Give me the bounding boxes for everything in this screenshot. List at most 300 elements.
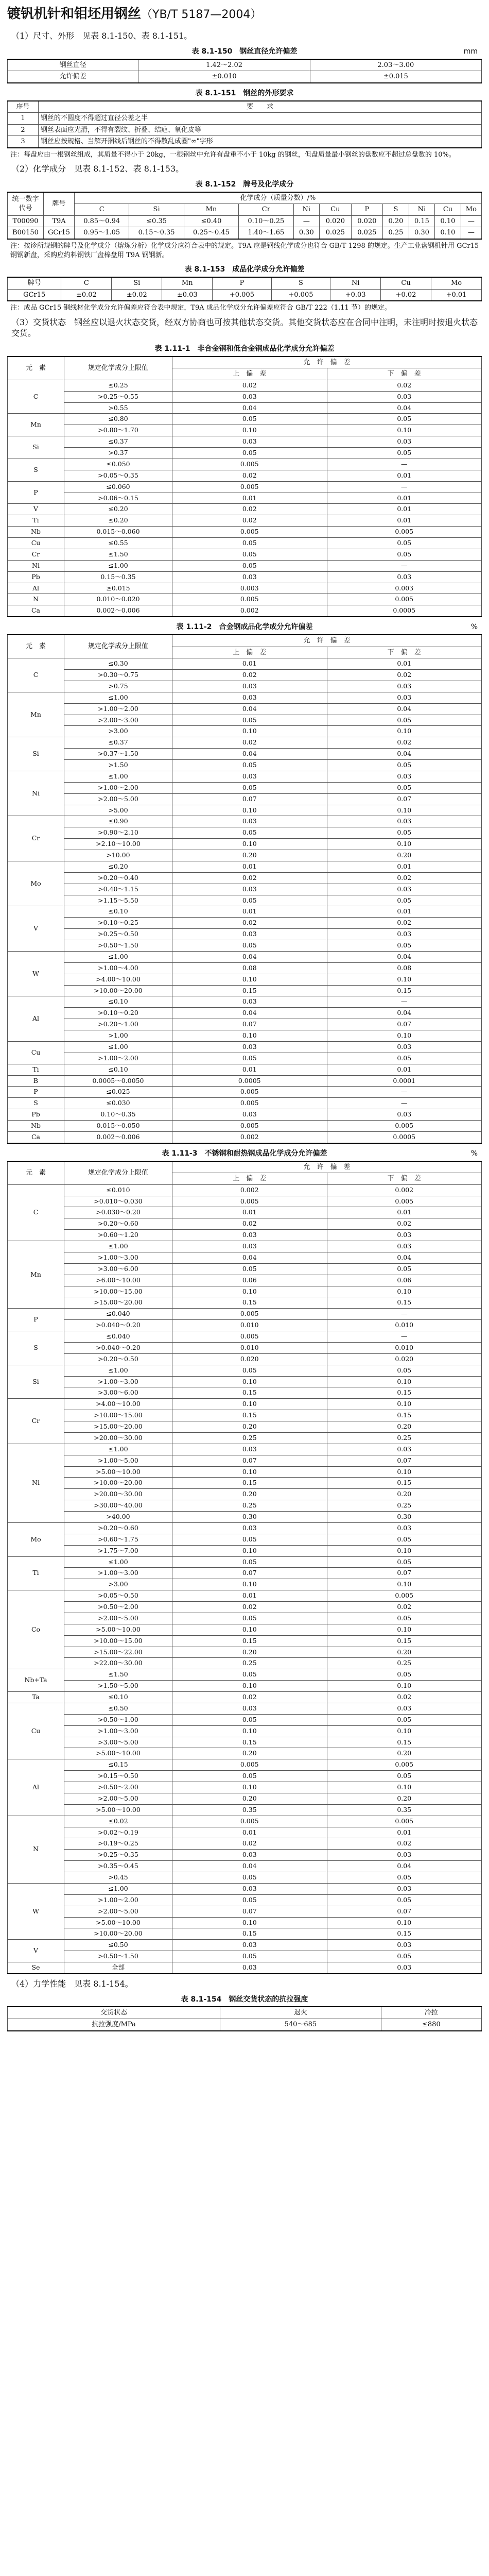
element-cell: Nb+Ta bbox=[8, 1669, 64, 1692]
table-row bbox=[8, 1872, 482, 1884]
lower-tolerance-cell: 0.10 bbox=[327, 1376, 482, 1387]
element-cell: W bbox=[8, 1883, 64, 1939]
table-row bbox=[8, 1861, 482, 1872]
upper-tolerance-cell: 0.15 bbox=[172, 1387, 327, 1399]
table-cell: 0.30 bbox=[293, 227, 320, 239]
table-row bbox=[8, 1647, 482, 1658]
element-cell: P bbox=[8, 1309, 64, 1331]
table-row bbox=[8, 1714, 482, 1725]
upper-tolerance-cell: 0.05 bbox=[172, 1951, 327, 1962]
table-cell: ±0.02 bbox=[112, 289, 162, 301]
range-cell: >0.60～1.75 bbox=[64, 1534, 172, 1545]
lower-tolerance-cell: 0.01 bbox=[327, 1827, 482, 1838]
upper-tolerance-cell: 0.10 bbox=[172, 1624, 327, 1635]
table-cell: 0.10～0.25 bbox=[239, 215, 293, 227]
range-cell: 0.015～0.060 bbox=[64, 527, 172, 538]
element-cell: Ni bbox=[8, 771, 64, 816]
element-cell: Nb bbox=[8, 1121, 64, 1132]
range-cell: >20.00～30.00 bbox=[64, 1489, 172, 1500]
lower-tolerance-cell: 0.03 bbox=[327, 681, 482, 692]
table-header-cell: Mn bbox=[184, 204, 238, 216]
element-cell: Mn bbox=[8, 414, 64, 436]
table-cell: 0.10 bbox=[435, 215, 461, 227]
table-row bbox=[8, 681, 482, 692]
range-cell: >0.50～2.00 bbox=[64, 1782, 172, 1793]
upper-tolerance-cell: 0.06 bbox=[172, 1275, 327, 1286]
upper-tolerance-cell: 0.04 bbox=[172, 402, 327, 414]
upper-tolerance-cell: 0.05 bbox=[172, 1556, 327, 1568]
table-111-1-caption: 表 1.11-1 非合金钢和低合金钢成品化学成分允许偏差 bbox=[154, 344, 335, 353]
table-cell: ±0.015 bbox=[310, 71, 481, 83]
upper-tolerance-cell: 0.15 bbox=[172, 985, 327, 996]
table-row bbox=[8, 459, 482, 470]
range-cell: >1.50 bbox=[64, 760, 172, 771]
lower-tolerance-cell: 0.03 bbox=[327, 1940, 482, 1951]
table-row bbox=[8, 985, 482, 996]
range-cell: >10.00～20.00 bbox=[64, 1478, 172, 1489]
element-cell: S bbox=[8, 1331, 64, 1365]
table-row bbox=[8, 1421, 482, 1433]
upper-tolerance-cell: 0.10 bbox=[172, 1466, 327, 1478]
range-cell: >3.00 bbox=[64, 1579, 172, 1590]
table-row bbox=[8, 1579, 482, 1590]
lower-tolerance-cell: 0.04 bbox=[327, 1252, 482, 1263]
lower-tolerance-cell: 0.05 bbox=[327, 895, 482, 906]
table-153-caption: 表 8.1-153 成品化学成分允许偏差 bbox=[184, 265, 305, 274]
upper-tolerance-cell: 0.05 bbox=[172, 782, 327, 793]
element-cell: P bbox=[8, 1087, 64, 1098]
range-cell: >0.80～1.70 bbox=[64, 425, 172, 436]
table-cell: 钢丝表面应光滑，不得有裂纹、折叠、结疤、氧化皮等 bbox=[39, 124, 482, 136]
range-cell: >10.00～15.00 bbox=[64, 1635, 172, 1647]
table-header-cell: Ni bbox=[330, 277, 381, 289]
table-cell: ≤0.40 bbox=[184, 215, 238, 227]
lower-tolerance-cell: 0.04 bbox=[327, 951, 482, 962]
table-header-cell: 下 偏 差 bbox=[327, 1173, 482, 1185]
range-cell: ≤0.20 bbox=[64, 504, 172, 515]
range-cell: >4.00～10.00 bbox=[64, 974, 172, 985]
table-row bbox=[8, 1962, 482, 1974]
table-cell: T9A bbox=[44, 215, 75, 227]
range-cell: ≤0.15 bbox=[64, 1759, 172, 1771]
lower-tolerance-cell: 0.005 bbox=[327, 527, 482, 538]
table-row bbox=[8, 1681, 482, 1692]
upper-tolerance-cell: 0.03 bbox=[172, 1522, 327, 1534]
upper-tolerance-cell: 0.15 bbox=[172, 1928, 327, 1940]
table-row bbox=[8, 974, 482, 985]
upper-tolerance-cell: 0.10 bbox=[172, 1030, 327, 1042]
upper-tolerance-cell: 0.35 bbox=[172, 1804, 327, 1816]
table-header-cell: Mn bbox=[162, 277, 213, 289]
table-row bbox=[8, 560, 482, 571]
range-cell: ≤1.00 bbox=[64, 1883, 172, 1894]
lower-tolerance-cell: 0.01 bbox=[327, 906, 482, 918]
upper-tolerance-cell: 0.010 bbox=[172, 1342, 327, 1353]
upper-tolerance-cell: 0.005 bbox=[172, 1121, 327, 1132]
lower-tolerance-cell: 0.0001 bbox=[327, 1075, 482, 1087]
table-row bbox=[8, 289, 482, 301]
upper-tolerance-cell: 0.010 bbox=[172, 1320, 327, 1331]
range-cell: ≤0.025 bbox=[64, 1087, 172, 1098]
table-row bbox=[8, 1309, 482, 1320]
range-cell: >20.00～30.00 bbox=[64, 1432, 172, 1444]
table-header-cell: 允 许 偏 差 bbox=[172, 1161, 482, 1173]
range-cell: >0.37～1.50 bbox=[64, 749, 172, 760]
range-cell: ≤0.010 bbox=[64, 1184, 172, 1196]
upper-tolerance-cell: 0.20 bbox=[172, 1489, 327, 1500]
upper-tolerance-cell: 0.10 bbox=[172, 1917, 327, 1928]
range-cell: >5.00～10.00 bbox=[64, 1917, 172, 1928]
section-mechanical: （4）力学性能 见表 8.1-154。 bbox=[11, 1978, 133, 1989]
table-header-cell: 规定化学成分上限值 bbox=[64, 1161, 172, 1185]
element-cell: C bbox=[8, 1184, 64, 1241]
table-111-3-unit: % bbox=[470, 1149, 478, 1158]
lower-tolerance-cell: 0.04 bbox=[327, 703, 482, 715]
table-153-note bbox=[10, 303, 482, 313]
range-cell: >3.00～6.00 bbox=[64, 1387, 172, 1399]
upper-tolerance-cell: 0.03 bbox=[172, 1241, 327, 1252]
upper-tolerance-cell: 0.03 bbox=[172, 771, 327, 782]
upper-tolerance-cell: 0.03 bbox=[172, 1041, 327, 1053]
table-row bbox=[8, 481, 482, 493]
upper-tolerance-cell: 0.10 bbox=[172, 1579, 327, 1590]
range-cell: ≤0.25 bbox=[64, 380, 172, 391]
table-cell: +0.01 bbox=[431, 289, 482, 301]
range-cell: ≤0.50 bbox=[64, 1703, 172, 1714]
lower-tolerance-cell: 0.05 bbox=[327, 1613, 482, 1624]
table-cell: GCr15 bbox=[44, 227, 75, 239]
table-header-cell: 序号 bbox=[8, 101, 39, 113]
lower-tolerance-cell: 0.03 bbox=[327, 1041, 482, 1053]
table-152-subheader bbox=[8, 204, 482, 216]
table-header-cell: Cu bbox=[435, 204, 461, 216]
table-cell: 钢丝的不圆度不得超过直径公差之半 bbox=[39, 113, 482, 125]
upper-tolerance-cell: 0.005 bbox=[172, 594, 327, 605]
lower-tolerance-cell: 0.03 bbox=[327, 1883, 482, 1894]
range-cell: >3.00～5.00 bbox=[64, 1737, 172, 1748]
range-cell: >1.00～3.00 bbox=[64, 1725, 172, 1737]
table-row bbox=[8, 1075, 482, 1087]
table-row bbox=[8, 1252, 482, 1263]
upper-tolerance-cell: 0.05 bbox=[172, 549, 327, 560]
lower-tolerance-cell: 0.03 bbox=[327, 771, 482, 782]
upper-tolerance-cell: 0.25 bbox=[172, 1432, 327, 1444]
range-cell: ≤1.00 bbox=[64, 951, 172, 962]
upper-tolerance-cell: 0.20 bbox=[172, 850, 327, 861]
upper-tolerance-cell: 0.03 bbox=[172, 1703, 327, 1714]
lower-tolerance-cell: 0.03 bbox=[327, 1850, 482, 1861]
lower-tolerance-cell: 0.05 bbox=[327, 1365, 482, 1376]
table-header-cell: 上 偏 差 bbox=[172, 368, 327, 380]
table-row bbox=[8, 1658, 482, 1669]
range-cell: >15.00～20.00 bbox=[64, 1297, 172, 1309]
range-cell: >0.06～0.15 bbox=[64, 493, 172, 504]
standard-code: （YB/T 5187—2004） bbox=[141, 8, 262, 21]
element-cell: Pb bbox=[8, 571, 64, 583]
table-header-cell: 元 素 bbox=[8, 357, 64, 380]
table-111-3-title: 表 1.11-3 不锈钢和耐热钢成品化学成分允许偏差 bbox=[162, 1149, 327, 1158]
range-cell: 0.0005～0.0050 bbox=[64, 1075, 172, 1087]
range-cell: >0.45 bbox=[64, 1872, 172, 1884]
table-row bbox=[8, 816, 482, 827]
upper-tolerance-cell: 0.05 bbox=[172, 1534, 327, 1545]
range-cell: >0.05～0.50 bbox=[64, 1590, 172, 1602]
lower-tolerance-cell: 0.01 bbox=[327, 470, 482, 481]
table-152-notes bbox=[10, 242, 482, 260]
lower-tolerance-cell: 0.03 bbox=[327, 436, 482, 448]
table-row bbox=[8, 1241, 482, 1252]
table-row bbox=[8, 692, 482, 703]
table-row bbox=[8, 996, 482, 1008]
table-111-1-body bbox=[8, 380, 482, 617]
table-row bbox=[8, 605, 482, 617]
lower-tolerance-cell: 0.10 bbox=[327, 1545, 482, 1556]
table-row bbox=[8, 124, 482, 136]
lower-tolerance-cell: 0.05 bbox=[327, 1714, 482, 1725]
element-cell: Al bbox=[8, 583, 64, 594]
table-row bbox=[8, 1737, 482, 1748]
range-cell: >1.00～2.00 bbox=[64, 782, 172, 793]
table-row bbox=[8, 737, 482, 749]
range-cell: ≤0.20 bbox=[64, 515, 172, 527]
lower-tolerance-cell: 0.02 bbox=[327, 1218, 482, 1230]
range-cell: >10.00～15.00 bbox=[64, 1286, 172, 1297]
lower-tolerance-cell: 0.03 bbox=[327, 692, 482, 703]
range-cell: >0.50～1.00 bbox=[64, 1714, 172, 1725]
table-row bbox=[8, 906, 482, 918]
upper-tolerance-cell: 0.15 bbox=[172, 1478, 327, 1489]
range-cell: >6.00～10.00 bbox=[64, 1275, 172, 1286]
upper-tolerance-cell: 0.01 bbox=[172, 1827, 327, 1838]
table-row bbox=[8, 1320, 482, 1331]
range-cell: >4.00～10.00 bbox=[64, 1399, 172, 1410]
lower-tolerance-cell: 0.01 bbox=[327, 1064, 482, 1075]
table-row bbox=[8, 1041, 482, 1053]
upper-tolerance-cell: 0.05 bbox=[172, 895, 327, 906]
table-row bbox=[8, 850, 482, 861]
table-cell: 0.85～0.94 bbox=[75, 215, 129, 227]
lower-tolerance-cell: 0.02 bbox=[327, 1692, 482, 1703]
lower-tolerance-cell: 0.15 bbox=[327, 985, 482, 996]
range-cell: >10.00～20.00 bbox=[64, 1928, 172, 1940]
range-cell: ≤1.00 bbox=[64, 1556, 172, 1568]
upper-tolerance-cell: 0.02 bbox=[172, 515, 327, 527]
range-cell: >1.00～2.00 bbox=[64, 1894, 172, 1906]
lower-tolerance-cell: 0.05 bbox=[327, 1263, 482, 1275]
table-row bbox=[8, 1353, 482, 1365]
lower-tolerance-cell: 0.03 bbox=[327, 1109, 482, 1121]
lower-tolerance-cell: 0.05 bbox=[327, 414, 482, 425]
table-row bbox=[8, 1098, 482, 1109]
table-cell: +0.03 bbox=[330, 289, 381, 301]
table-row bbox=[8, 782, 482, 793]
table-row bbox=[8, 1725, 482, 1737]
lower-tolerance-cell: — bbox=[327, 1098, 482, 1109]
range-cell: >0.20～0.60 bbox=[64, 1522, 172, 1534]
table-row bbox=[8, 1365, 482, 1376]
table-row bbox=[8, 861, 482, 872]
table-row bbox=[8, 136, 482, 148]
lower-tolerance-cell: — bbox=[327, 1087, 482, 1098]
table-cell: — bbox=[461, 227, 481, 239]
table-row bbox=[8, 1906, 482, 1917]
table-row bbox=[8, 227, 482, 239]
lower-tolerance-cell: 0.04 bbox=[327, 749, 482, 760]
upper-tolerance-cell: 0.05 bbox=[172, 1669, 327, 1681]
element-cell: V bbox=[8, 906, 64, 952]
table-header-cell: 规定化学成分上限值 bbox=[64, 357, 172, 380]
lower-tolerance-cell: — bbox=[327, 481, 482, 493]
table-group-header: 化学成分（质量分数）/% bbox=[75, 192, 482, 204]
title-text: 镀钒机针和钼坯用钢丝 bbox=[7, 6, 142, 22]
upper-tolerance-cell: 0.005 bbox=[172, 1196, 327, 1207]
table-row bbox=[8, 1500, 482, 1512]
range-cell: >2.00～3.00 bbox=[64, 715, 172, 726]
lower-tolerance-cell: 0.15 bbox=[327, 1410, 482, 1421]
table-row bbox=[8, 805, 482, 816]
upper-tolerance-cell: 0.05 bbox=[172, 1771, 327, 1782]
lower-tolerance-cell: 0.04 bbox=[327, 1008, 482, 1019]
upper-tolerance-cell: 0.05 bbox=[172, 1263, 327, 1275]
table-header-cell: Cu bbox=[320, 204, 352, 216]
table-cell: — bbox=[293, 215, 320, 227]
range-cell: >1.75～7.00 bbox=[64, 1545, 172, 1556]
lower-tolerance-cell: — bbox=[327, 459, 482, 470]
upper-tolerance-cell: 0.20 bbox=[172, 1748, 327, 1759]
lower-tolerance-cell: 0.05 bbox=[327, 1534, 482, 1545]
table-row bbox=[8, 726, 482, 737]
table-cell: 0.10 bbox=[435, 227, 461, 239]
lower-tolerance-cell: 0.07 bbox=[327, 1906, 482, 1917]
lower-tolerance-cell: 0.02 bbox=[327, 1838, 482, 1850]
range-cell: ≤0.55 bbox=[64, 538, 172, 549]
element-cell: Ca bbox=[8, 605, 64, 617]
lower-tolerance-cell: 0.03 bbox=[327, 884, 482, 895]
table-header-cell: 元 素 bbox=[8, 1161, 64, 1185]
table-111-1 bbox=[7, 356, 482, 617]
range-cell: >1.15～5.50 bbox=[64, 895, 172, 906]
lower-tolerance-cell: 0.02 bbox=[327, 872, 482, 884]
range-cell: >2.10～10.00 bbox=[64, 839, 172, 850]
lower-tolerance-cell: 0.30 bbox=[327, 1512, 482, 1523]
table-row bbox=[8, 1030, 482, 1042]
table-row bbox=[8, 380, 482, 391]
upper-tolerance-cell: 0.02 bbox=[172, 1838, 327, 1850]
table-row bbox=[8, 1512, 482, 1523]
upper-tolerance-cell: 0.07 bbox=[172, 1455, 327, 1466]
upper-tolerance-cell: 0.005 bbox=[172, 1331, 327, 1343]
table-row bbox=[8, 1489, 482, 1500]
upper-tolerance-cell: 0.03 bbox=[172, 571, 327, 583]
range-cell: ≤1.00 bbox=[64, 1241, 172, 1252]
upper-tolerance-cell: 0.10 bbox=[172, 1725, 327, 1737]
table-header-cell: C bbox=[61, 277, 112, 289]
lower-tolerance-cell: 0.15 bbox=[327, 1635, 482, 1647]
lower-tolerance-cell: 0.10 bbox=[327, 1286, 482, 1297]
range-cell: >1.00～2.00 bbox=[64, 703, 172, 715]
range-cell: >0.10～0.25 bbox=[64, 918, 172, 929]
table-cell: ≤0.35 bbox=[129, 215, 184, 227]
table-row bbox=[8, 549, 482, 560]
upper-tolerance-cell: 0.01 bbox=[172, 493, 327, 504]
upper-tolerance-cell: 0.15 bbox=[172, 1410, 327, 1421]
upper-tolerance-cell: 0.20 bbox=[172, 1793, 327, 1804]
lower-tolerance-cell: 0.20 bbox=[327, 1793, 482, 1804]
upper-tolerance-cell: 0.05 bbox=[172, 560, 327, 571]
table-row bbox=[8, 1121, 482, 1132]
range-cell: ≤0.050 bbox=[64, 459, 172, 470]
table-row bbox=[8, 1635, 482, 1647]
table-cell: 2 bbox=[8, 124, 39, 136]
upper-tolerance-cell: 0.0005 bbox=[172, 1075, 327, 1087]
lower-tolerance-cell: 0.0005 bbox=[327, 605, 482, 617]
lower-tolerance-cell: 0.05 bbox=[327, 448, 482, 459]
table-152-body bbox=[8, 215, 482, 239]
lower-tolerance-cell: 0.02 bbox=[327, 918, 482, 929]
table-row bbox=[8, 470, 482, 481]
table-cell: 0.025 bbox=[320, 227, 352, 239]
upper-tolerance-cell: 0.05 bbox=[172, 1365, 327, 1376]
table-cell: 允许偏差 bbox=[8, 71, 138, 83]
range-cell: >0.37 bbox=[64, 448, 172, 459]
lower-tolerance-cell: 0.0005 bbox=[327, 1131, 482, 1143]
element-cell: Cu bbox=[8, 1703, 64, 1759]
table-header-cell: 上 偏 差 bbox=[172, 647, 327, 658]
element-cell: Mo bbox=[8, 1522, 64, 1556]
range-cell: >0.20～0.40 bbox=[64, 872, 172, 884]
table-row bbox=[8, 1399, 482, 1410]
range-cell: ≤0.30 bbox=[64, 658, 172, 670]
lower-tolerance-cell: 0.005 bbox=[327, 594, 482, 605]
table-header-cell: 退火 bbox=[220, 2007, 381, 2019]
table-row bbox=[8, 1455, 482, 1466]
table-row bbox=[8, 1053, 482, 1064]
lower-tolerance-cell: 0.10 bbox=[327, 1917, 482, 1928]
lower-tolerance-cell: 0.01 bbox=[327, 861, 482, 872]
table-row bbox=[8, 1196, 482, 1207]
table-row bbox=[8, 1008, 482, 1019]
range-cell: ≤0.10 bbox=[64, 996, 172, 1008]
upper-tolerance-cell: 0.005 bbox=[172, 1098, 327, 1109]
note-text: 注：按诊所规钢的牌号及化学成分（熔炼分析）化学成分应符合表中的规定。T9A 应是钢线化学成分也符合 GB/T 1298 的规定。生产工业盘钢机针用 GCr15 钢钢新盘，采购应约料钢铁厂盘棒盘用 T9A 钢钢新。 bbox=[10, 242, 479, 259]
range-cell: >0.75 bbox=[64, 681, 172, 692]
lower-tolerance-cell: 0.10 bbox=[327, 974, 482, 985]
lower-tolerance-cell: — bbox=[327, 996, 482, 1008]
table-154 bbox=[7, 2006, 482, 2031]
element-cell: Ni bbox=[8, 560, 64, 571]
table-cell: GCr15 bbox=[8, 289, 61, 301]
range-cell: >0.50～1.50 bbox=[64, 940, 172, 952]
table-152-caption: 表 8.1-152 牌号及化学成分 bbox=[195, 180, 294, 189]
range-cell: >0.15～0.50 bbox=[64, 1771, 172, 1782]
element-cell: Ni bbox=[8, 1444, 64, 1522]
upper-tolerance-cell: 0.05 bbox=[172, 1872, 327, 1884]
table-row bbox=[8, 793, 482, 805]
range-cell: >1.00～2.00 bbox=[64, 1053, 172, 1064]
lower-tolerance-cell: 0.002 bbox=[327, 1184, 482, 1196]
table-111-2-title: 表 1.11-2 合金钢成品化学成分允许偏差 bbox=[176, 623, 313, 632]
table-row bbox=[8, 749, 482, 760]
table-row bbox=[8, 1928, 482, 1940]
upper-tolerance-cell: 0.03 bbox=[172, 1230, 327, 1241]
table-row bbox=[8, 538, 482, 549]
range-cell: >2.00～5.00 bbox=[64, 793, 172, 805]
table-header-cell: C bbox=[75, 204, 129, 216]
table-111-3 bbox=[7, 1161, 482, 1974]
element-cell: Al bbox=[8, 1759, 64, 1816]
table-row bbox=[8, 436, 482, 448]
lower-tolerance-cell: 0.01 bbox=[327, 504, 482, 515]
